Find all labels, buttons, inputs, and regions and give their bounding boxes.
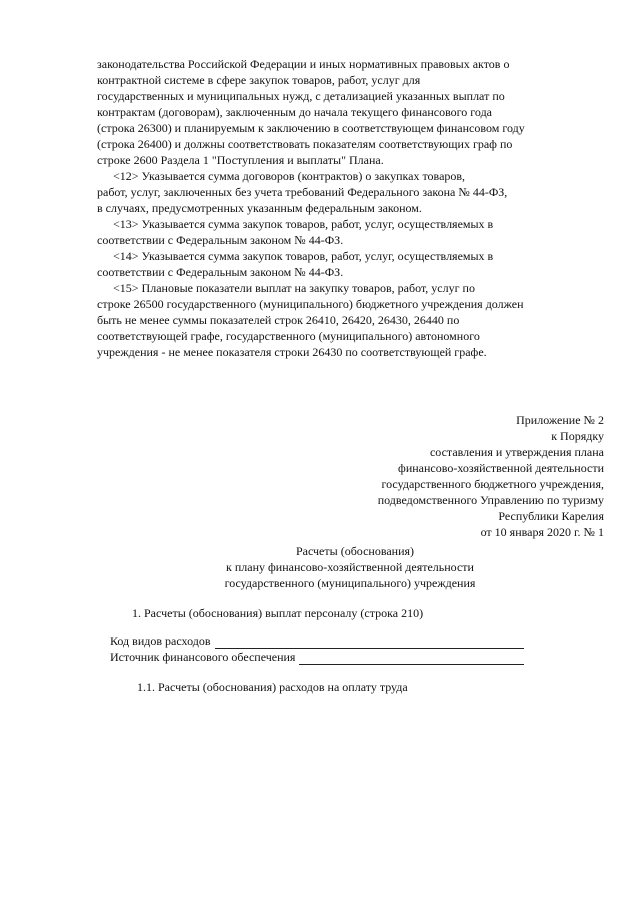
appendix-line: Республики Карелия (498, 509, 604, 523)
text-line: контрактной системе в сфере закупок товаров, работ, услуг для (97, 73, 421, 87)
text-line: в случаях, предусмотренных указанным федеральным законом. (97, 201, 422, 215)
funding-source-field[interactable] (299, 653, 524, 665)
document-title (0, 543, 640, 591)
text-line: учреждения - не менее показателя строки 26430 по соответствующей графе. (97, 345, 487, 359)
text-line: (строка 26300) и планируемым к заключению в соответствующем финансовом году (97, 121, 525, 135)
appendix-line: составления и утверждения плана (429, 445, 604, 459)
appendix-line: к Порядку (551, 429, 604, 443)
text-line: <13> Указывается сумма закупок товаров, работ, услуг, осуществляемых в (113, 217, 494, 231)
subtitle-line: к плану финансово-хозяйственной деятельности (226, 560, 474, 574)
text-line: контрактам (договорам), заключенным до начала текущего финансового года (97, 105, 493, 119)
section-1-heading: 1. Расчеты (обоснования) выплат персоналу (строка 210) (132, 606, 424, 620)
text-line: <14> Указывается сумма закупок товаров, работ, услуг, осуществляемых в (113, 249, 494, 263)
text-line: быть не менее суммы показателей строк 26410, 26420, 26430, 26440 по (97, 313, 460, 327)
text-line: соответствии с Федеральным законом № 44-ФЗ. (97, 265, 344, 279)
appendix-date: от 10 января 2020 г. № 1 (480, 525, 604, 539)
text-line: законодательства Российской Федерации и иных нормативных правовых актов о (97, 57, 510, 71)
appendix-line: государственного бюджетного учреждения, (381, 477, 604, 491)
funding-source-row (110, 649, 530, 665)
expense-code-field[interactable] (215, 637, 525, 649)
footnote-11-continuation (97, 56, 569, 168)
text-line: строке 2600 Раздела 1 "Поступления и выплаты" Плана. (97, 153, 384, 167)
footnote-12 (97, 168, 569, 216)
text-line: государственных и муниципальных нужд, с детализацией указанных выплат по (97, 89, 505, 103)
footnote-14 (97, 248, 569, 280)
expense-code-row (110, 633, 530, 649)
expense-code-label: Код видов расходов (110, 634, 211, 648)
text-line: <15> Плановые показатели выплат на закупку товаров, работ, услуг по (113, 281, 475, 295)
text-line: соответствии с Федеральным законом № 44-ФЗ. (97, 233, 344, 247)
title-line: Расчеты (обоснования) (295, 544, 415, 558)
appendix-header (378, 412, 604, 540)
footnote-15 (97, 280, 569, 360)
text-line: (строка 26400) и должны соответствовать показателям соответствующих граф по (97, 137, 513, 151)
appendix-line: подведомственного Управлению по туризму (377, 493, 604, 507)
text-line: <12> Указывается сумма договоров (контрактов) о закупках товаров, (113, 169, 466, 183)
funding-source-label: Источник финансового обеспечения (110, 650, 296, 664)
text-line: работ, услуг, заключенных без учета требований Федерального закона № 44-ФЗ, (97, 185, 508, 199)
section-1-1-heading: 1.1. Расчеты (обоснования) расходов на оплату труда (137, 680, 408, 694)
text-line: соответствующей графе, государственного (муниципального) автономного (97, 329, 480, 343)
subtitle-line: государственного (муниципального) учреждения (224, 576, 476, 590)
form-fields (110, 633, 530, 665)
text-line: строке 26500 государственного (муниципального) бюджетного учреждения должен (97, 297, 524, 311)
appendix-number: Приложение № 2 (516, 413, 604, 427)
footnotes-block (97, 56, 569, 360)
appendix-line: финансово-хозяйственной деятельности (398, 461, 604, 475)
footnote-13 (97, 216, 569, 248)
